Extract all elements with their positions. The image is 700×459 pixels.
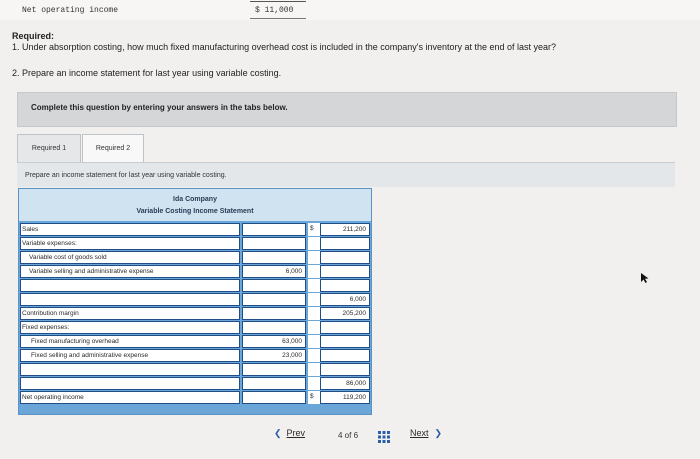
statement-row	[20, 279, 370, 292]
prev-button[interactable]	[274, 428, 324, 446]
chevron-right-icon: ❯	[434, 428, 443, 438]
statement-row	[20, 363, 370, 376]
label-input[interactable]	[20, 279, 240, 292]
statement-row	[20, 321, 370, 334]
underline	[250, 1, 306, 2]
chevron-left-icon: ❮	[274, 428, 282, 438]
grid-icon[interactable]	[378, 431, 390, 443]
required-heading: Required:	[12, 31, 55, 41]
amount-input[interactable]	[242, 363, 306, 376]
previous-statement-strip	[0, 0, 700, 20]
label-input[interactable]	[20, 349, 240, 362]
row-label: Sales	[22, 226, 39, 233]
statement-row	[20, 293, 370, 306]
total-value: 119,200	[342, 394, 366, 401]
label-input[interactable]	[20, 223, 240, 236]
row-label: Net operating income	[22, 394, 84, 401]
page-indicator: 4 of 6	[338, 431, 359, 440]
row-label: Fixed expenses:	[22, 324, 70, 331]
total-input[interactable]	[320, 251, 370, 264]
amount-input[interactable]	[242, 293, 306, 306]
net-operating-income-value: $ 11,000	[255, 6, 294, 15]
amount-input[interactable]	[242, 223, 306, 236]
tab-panel-header	[17, 162, 675, 187]
total-input[interactable]	[320, 321, 370, 334]
mouse-cursor-icon	[640, 272, 650, 284]
total-value: 86,000	[346, 380, 366, 387]
amount-value: 6,000	[285, 268, 302, 275]
total-value: 211,200	[342, 226, 366, 233]
amount-input[interactable]	[242, 391, 306, 404]
total-input[interactable]	[320, 391, 370, 404]
dollar-sign-cell	[308, 335, 320, 348]
dollar-sign-cell	[308, 377, 320, 390]
amount-input[interactable]	[242, 377, 306, 390]
label-input[interactable]	[20, 251, 240, 264]
statement-row	[20, 265, 370, 278]
amount-input[interactable]	[242, 321, 306, 334]
label-input[interactable]	[20, 335, 240, 348]
instruction-text: Complete this question by entering your answers in the tabs below.	[31, 103, 288, 112]
tab-required-1[interactable]: Required 1	[17, 134, 81, 164]
requirement-2-text: 2. Prepare an income statement for last year using variable costing.	[12, 68, 282, 78]
net-operating-income-label: Net operating income	[22, 6, 119, 15]
statement-row	[20, 349, 370, 362]
dollar-sign-cell	[308, 363, 320, 376]
statement-row	[20, 391, 370, 404]
total-value: 205,200	[342, 310, 366, 317]
amount-input[interactable]	[242, 307, 306, 320]
dollar-sign: $	[310, 393, 314, 400]
label-input[interactable]	[20, 265, 240, 278]
amount-value: 63,000	[282, 338, 302, 345]
instruction-banner	[17, 92, 677, 127]
tab-required-2[interactable]: Required 2	[82, 134, 144, 163]
row-label: Variable selling and administrative expense	[29, 268, 154, 275]
statement-row	[20, 251, 370, 264]
requirement-1-text: 1. Under absorption costing, how much fixed manufacturing overhead cost is included in the company's inventory at the end of last year?	[12, 42, 557, 52]
total-input[interactable]	[320, 377, 370, 390]
statement-row	[20, 377, 370, 390]
statement-row	[20, 335, 370, 348]
statement-title: Variable Costing Income Statement	[136, 208, 254, 215]
label-input[interactable]	[20, 391, 240, 404]
label-input[interactable]	[20, 293, 240, 306]
total-input[interactable]	[320, 265, 370, 278]
statement-header	[19, 189, 371, 221]
statement-row	[20, 237, 370, 250]
amount-input[interactable]	[242, 349, 306, 362]
amount-value: 23,000	[282, 352, 302, 359]
double-underline	[250, 18, 306, 19]
total-input[interactable]	[320, 363, 370, 376]
dollar-sign-cell	[308, 223, 320, 236]
amount-input[interactable]	[242, 251, 306, 264]
next-button[interactable]	[410, 428, 460, 446]
prev-label: Prev	[286, 428, 306, 438]
panel-instruction: Prepare an income statement for last year using variable costing.	[25, 172, 227, 179]
total-input[interactable]	[320, 293, 370, 306]
dollar-sign-cell	[308, 307, 320, 320]
label-input[interactable]	[20, 377, 240, 390]
income-statement-table	[18, 188, 372, 415]
dollar-sign-cell	[308, 279, 320, 292]
amount-input[interactable]	[242, 335, 306, 348]
amount-input[interactable]	[242, 265, 306, 278]
dollar-sign-cell	[308, 265, 320, 278]
row-label: Variable cost of goods sold	[29, 254, 107, 261]
dollar-sign-cell	[308, 349, 320, 362]
total-input[interactable]	[320, 349, 370, 362]
label-input[interactable]	[20, 307, 240, 320]
total-input[interactable]	[320, 335, 370, 348]
dollar-sign: $	[310, 225, 314, 232]
row-label: Fixed manufacturing overhead	[31, 338, 119, 345]
statement-row	[20, 307, 370, 320]
total-input[interactable]	[320, 237, 370, 250]
dollar-sign-cell	[308, 293, 320, 306]
total-input[interactable]	[320, 223, 370, 236]
total-input[interactable]	[320, 307, 370, 320]
label-input[interactable]	[20, 363, 240, 376]
amount-input[interactable]	[242, 237, 306, 250]
amount-input[interactable]	[242, 279, 306, 292]
dollar-sign-cell	[308, 237, 320, 250]
label-input[interactable]	[20, 321, 240, 334]
next-label: Next	[410, 428, 429, 438]
dollar-sign-cell	[308, 391, 320, 404]
dollar-sign-cell	[308, 321, 320, 334]
row-label: Fixed selling and administrative expense	[31, 352, 149, 359]
dollar-sign-cell	[308, 251, 320, 264]
row-label: Variable expenses:	[22, 240, 77, 247]
label-input[interactable]	[20, 237, 240, 250]
row-label: Contribution margin	[22, 310, 79, 317]
total-input[interactable]	[320, 279, 370, 292]
company-name: Ida Company	[173, 196, 217, 203]
statement-row	[20, 223, 370, 236]
total-value: 6,000	[349, 296, 366, 303]
